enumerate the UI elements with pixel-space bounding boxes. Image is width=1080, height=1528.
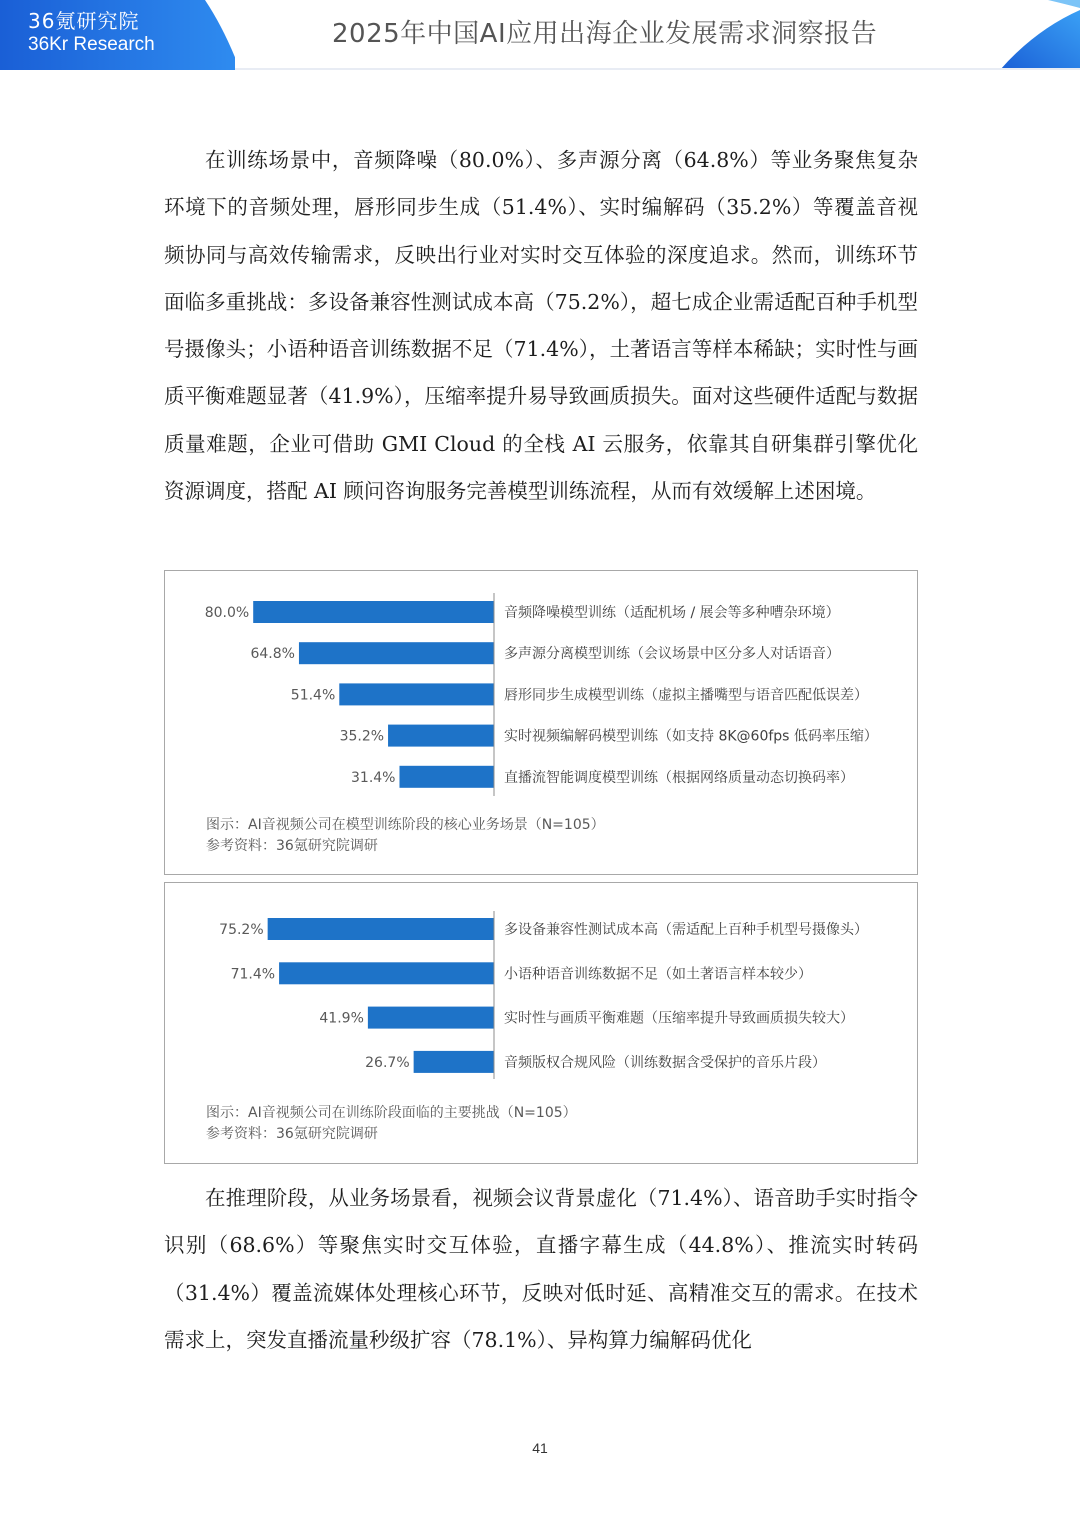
category-label: 直播流智能调度模型训练（根据网络质量动态切换码率） — [504, 769, 854, 786]
bar — [253, 601, 494, 623]
body-paragraph-1 — [164, 137, 918, 515]
chart-caption: 图示：AI音视频公司在训练阶段面临的主要挑战（N=105） — [206, 1105, 577, 1121]
bar-value-label: 80.0% — [204, 605, 250, 621]
bar-value-label: 35.2% — [339, 728, 385, 745]
category-label: 唇形同步生成模型训练（虚拟主播嘴型与语音匹配低误差） — [504, 687, 868, 704]
bar — [339, 683, 494, 705]
bar — [299, 642, 494, 664]
bar — [399, 766, 494, 788]
bar — [368, 1007, 494, 1029]
corner-decoration — [990, 0, 1080, 70]
report-title: 2025年中国AI应用出海企业发展需求洞察报告 — [332, 19, 878, 49]
page-header — [0, 0, 1080, 70]
category-label: 音频版权合规风险（训练数据含受保护的音乐片段） — [504, 1054, 826, 1071]
chart-source: 参考资料：36氪研究院调研 — [206, 838, 378, 854]
paragraph-text: 在训练场景中，音频降噪（80.0%）、多声源分离（64.8%）等业务聚焦复杂环境下的音频处理，唇形同步生成（51.4%）、实时编解码（35.2%）等覆盖音视频协同与高效传输需求，反映出行业对实时交互体验的深度追求。然而，训练环节面临多重挑战：多设备兼容性测试成本高（75.2%），超七成企业需适配百种手机型号摄像头；小语种语音训练数据不足（71.4%），土著语言等样本稀缺；实时性与画质平衡难题显著（41.9%），压缩率提升易导致画质损失。面对这些硬件适配与数据质量难题，企业可借助 GMI Cloud 的全栈 AI 云服务，依靠其自研集群引擎优化资源调度，搭配 AI 顾问咨询服务完善模型训练流程，从而有效缓解上述困境。 — [164, 148, 918, 504]
category-label: 小语种语音训练数据不足（如土著语言样本较少） — [504, 966, 812, 983]
bar-value-label: 51.4% — [290, 687, 336, 704]
category-label: 多声源分离模型训练（会议场景中区分多人对话语音） — [504, 646, 840, 663]
bar — [279, 962, 494, 984]
brand-logo-cn: 36氪研究院 — [28, 9, 140, 33]
brand-logo-en: 36Kr Research — [28, 34, 155, 55]
bar-value-label: 71.4% — [230, 966, 276, 983]
bar — [388, 725, 494, 747]
chart-training-challenges — [164, 882, 918, 1164]
bar-value-label: 31.4% — [351, 769, 396, 786]
bar — [414, 1051, 494, 1073]
category-label: 音频降噪模型训练（适配机场 / 展会等多种嘈杂环境） — [504, 605, 840, 621]
bar-value-label: 26.7% — [365, 1054, 410, 1071]
category-label: 实时视频编解码模型训练（如支持 8K@60fps 低码率压缩） — [504, 728, 878, 745]
bar — [268, 918, 494, 940]
chart-caption: 图示：AI音视频公司在模型训练阶段的核心业务场景（N=105） — [206, 817, 605, 833]
brand-logo — [28, 8, 155, 57]
bar-value-label: 75.2% — [219, 922, 264, 938]
body-paragraph-2 — [164, 1175, 918, 1364]
bar-value-label: 41.9% — [319, 1010, 364, 1027]
category-label: 实时性与画质平衡难题（压缩率提升导致画质损失较大） — [504, 1010, 854, 1027]
page-number: 41 — [532, 1440, 548, 1456]
category-label: 多设备兼容性测试成本高（需适配上百种手机型号摄像头） — [504, 922, 868, 938]
header-divider — [235, 68, 1080, 70]
paragraph-text: 在推理阶段，从业务场景看，视频会议背景虚化（71.4%）、语音助手实时指令识别（68.6%）等聚焦实时交互体验，直播字幕生成（44.8%）、推流实时转码（31.4%）覆盖流媒体处理核心环节，反映对低时延、高精准交互的需求。在技术需求上，突发直播流量秒级扩容（78.1%）、异构算力编解码优化 — [164, 1186, 918, 1352]
bar-value-label: 64.8% — [250, 646, 295, 663]
chart-source: 参考资料：36氪研究院调研 — [206, 1126, 378, 1142]
chart-training-scenarios — [164, 570, 918, 875]
